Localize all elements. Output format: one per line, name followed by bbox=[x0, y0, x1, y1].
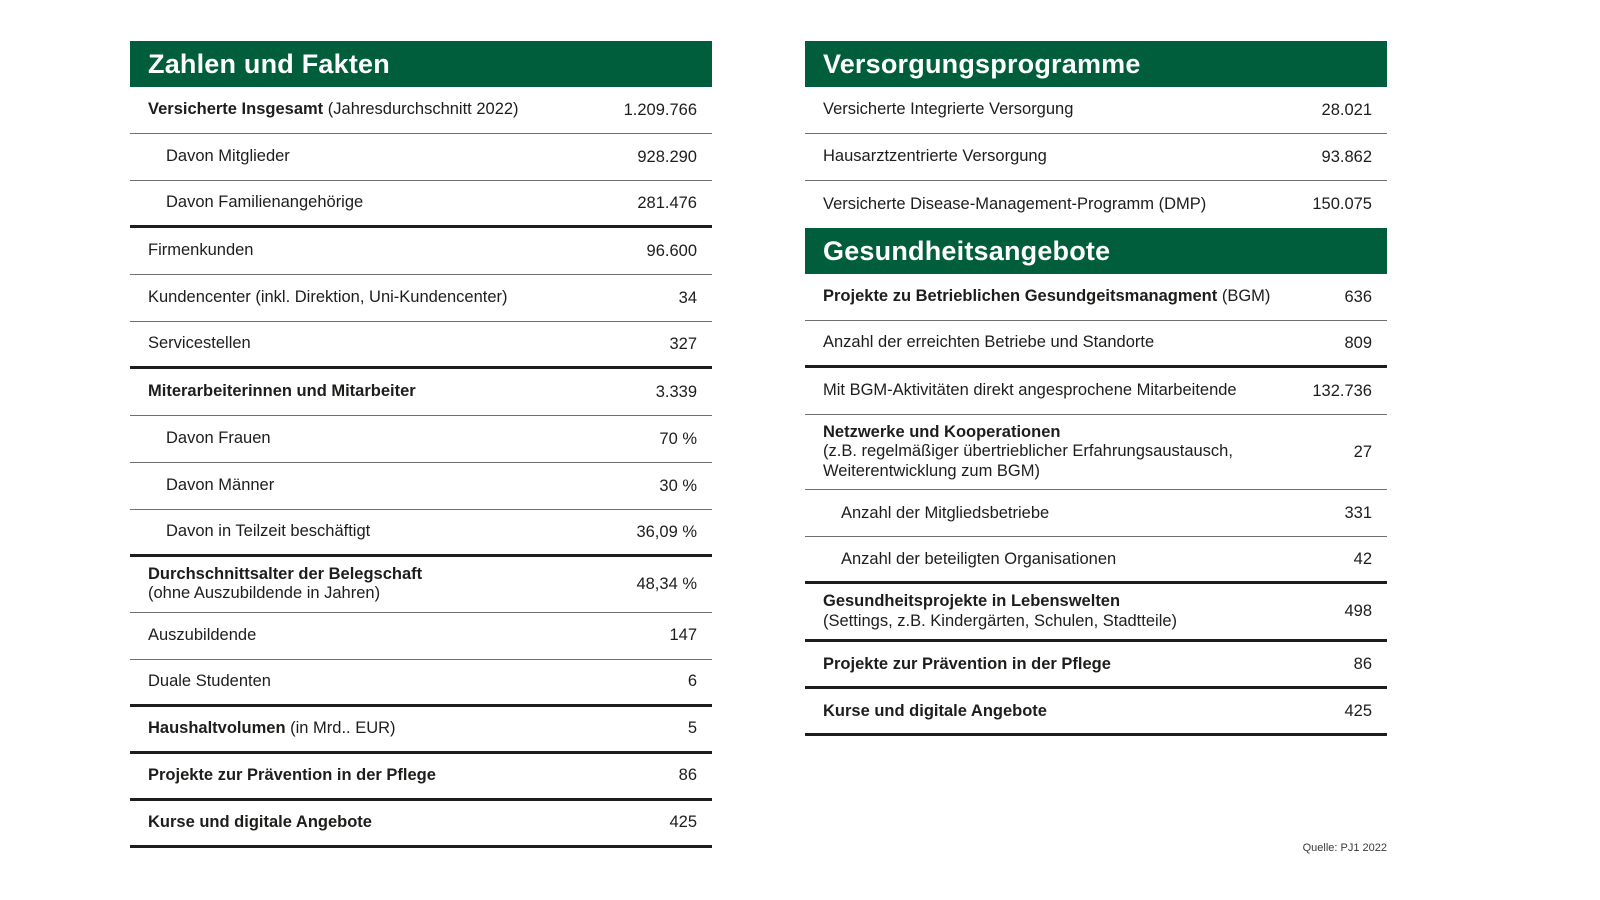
row-value: 636 bbox=[1344, 287, 1372, 306]
row-label bbox=[823, 287, 1270, 306]
row-label-regular: (in Mrd.. EUR) bbox=[285, 719, 396, 738]
row-label-regular: Mit BGM-Aktivitäten direkt angesprochene Mitarbeitende bbox=[823, 381, 1237, 400]
row-label-regular: Versicherte Disease-Management-Programm (DMP) bbox=[823, 194, 1207, 213]
row-value: 1.209.766 bbox=[623, 100, 697, 119]
row-label-regular: Duale Studenten bbox=[148, 672, 271, 691]
row-label bbox=[823, 550, 1116, 569]
row-label bbox=[823, 504, 1049, 523]
row-value: 331 bbox=[1344, 503, 1372, 522]
row-label bbox=[823, 702, 1047, 721]
section-title-zahlen-und-fakten: Zahlen und Fakten bbox=[130, 41, 712, 87]
row-label bbox=[823, 147, 1047, 166]
row-value: 36,09 % bbox=[636, 522, 697, 541]
row-label-bold: Projekte zur Prävention in der Pflege bbox=[148, 766, 436, 785]
row-label-bold: Netzwerke und Kooperationen bbox=[823, 423, 1061, 441]
row-label bbox=[148, 334, 251, 353]
row-value: 6 bbox=[687, 672, 697, 691]
table-row bbox=[130, 416, 712, 463]
row-label-subline: (ohne Auszubildende in Jahren) bbox=[148, 584, 381, 603]
table-row bbox=[130, 557, 712, 613]
table-row bbox=[805, 537, 1387, 584]
row-label-regular: Davon Mitglieder bbox=[166, 147, 290, 166]
row-label-bold: Projekte zur Prävention in der Pflege bbox=[823, 654, 1111, 673]
row-label-regular: Versicherte Integrierte Versorgung bbox=[823, 100, 1074, 119]
row-label-regular: Servicestellen bbox=[148, 334, 251, 353]
row-label-regular: Anzahl der beteiligten Organisationen bbox=[841, 549, 1117, 568]
row-label bbox=[823, 592, 1177, 631]
row-label-bold: Kurse und digitale Angebote bbox=[823, 701, 1047, 720]
row-value: 425 bbox=[1344, 701, 1372, 720]
table-row bbox=[130, 275, 712, 322]
row-label bbox=[823, 195, 1206, 214]
table-row bbox=[805, 274, 1387, 321]
row-label-regular: (Jahresdurchschnitt 2022) bbox=[323, 100, 519, 119]
row-value: 48,34 % bbox=[636, 574, 697, 593]
row-value: 147 bbox=[669, 626, 697, 645]
table-row bbox=[130, 87, 712, 134]
table-row bbox=[805, 87, 1387, 134]
table-row bbox=[130, 754, 712, 801]
table-row bbox=[130, 660, 712, 707]
row-label-regular: Davon in Teilzeit beschäftigt bbox=[166, 522, 371, 541]
table-row bbox=[805, 134, 1387, 181]
row-value: 28.021 bbox=[1321, 100, 1372, 119]
row-value: 281.476 bbox=[637, 193, 697, 212]
row-label-regular: Anzahl der Mitgliedsbetriebe bbox=[841, 503, 1050, 522]
row-value: 809 bbox=[1344, 333, 1372, 352]
row-label bbox=[823, 655, 1111, 674]
table-row bbox=[130, 228, 712, 275]
table-row bbox=[805, 368, 1387, 415]
row-label bbox=[148, 193, 363, 212]
table-row bbox=[130, 510, 712, 557]
row-value: 93.862 bbox=[1321, 147, 1372, 166]
row-label-regular: Auszubildende bbox=[148, 626, 257, 645]
row-label bbox=[823, 100, 1073, 119]
row-label-bold: Durchschnittsalter der Belegschaft bbox=[148, 565, 423, 583]
row-value: 30 % bbox=[659, 476, 697, 495]
row-label-regular: Hausarztzentrierte Versorgung bbox=[823, 147, 1047, 166]
row-value: 27 bbox=[1353, 442, 1372, 461]
row-value: 5 bbox=[687, 719, 697, 738]
row-value: 425 bbox=[669, 813, 697, 832]
row-label-regular: Davon Männer bbox=[166, 476, 275, 495]
row-label bbox=[823, 381, 1237, 400]
row-label bbox=[148, 766, 436, 785]
row-label bbox=[148, 476, 274, 495]
row-label-regular: (BGM) bbox=[1217, 287, 1271, 306]
facts-table bbox=[130, 41, 712, 848]
row-label-bold: Kurse und digitale Angebote bbox=[148, 813, 372, 832]
row-label bbox=[148, 147, 290, 166]
table-row bbox=[805, 181, 1387, 228]
row-value: 150.075 bbox=[1312, 195, 1372, 213]
row-label bbox=[148, 522, 370, 541]
section-title-gesundheitsangebote: Gesundheitsangebote bbox=[805, 228, 1387, 274]
source-note: Quelle: PJ1 2022 bbox=[1302, 842, 1387, 854]
row-label bbox=[148, 382, 416, 401]
row-label-subline: (Settings, z.B. Kindergärten, Schulen, Stadtteile) bbox=[823, 611, 1178, 630]
row-label-regular: Firmenkunden bbox=[148, 241, 254, 260]
row-label-bold: Projekte zu Betrieblichen Gesundgeitsmanagment bbox=[823, 287, 1218, 306]
row-label-bold: Gesundheitsprojekte in Lebenswelten bbox=[823, 592, 1121, 611]
table-row bbox=[130, 801, 712, 848]
row-value: 327 bbox=[669, 334, 697, 353]
row-value: 96.600 bbox=[646, 241, 697, 260]
row-label-regular: Davon Frauen bbox=[166, 429, 271, 448]
row-label-regular: Kundencenter (inkl. Direktion, Uni-Kundencenter) bbox=[148, 288, 508, 307]
row-value: 498 bbox=[1344, 602, 1372, 621]
table-row bbox=[130, 369, 712, 416]
row-value: 928.290 bbox=[637, 147, 697, 166]
row-label-bold: Versicherte Insgesamt bbox=[148, 100, 324, 119]
row-label bbox=[823, 333, 1154, 352]
row-value: 86 bbox=[678, 766, 697, 785]
row-value: 3.339 bbox=[655, 382, 697, 401]
table-row bbox=[130, 707, 712, 754]
row-label bbox=[148, 288, 508, 307]
row-label bbox=[148, 241, 253, 260]
row-value: 132.736 bbox=[1312, 381, 1372, 400]
table-row bbox=[130, 322, 712, 369]
row-label bbox=[148, 100, 519, 119]
row-value: 86 bbox=[1353, 654, 1372, 673]
table-row bbox=[130, 613, 712, 660]
table-row bbox=[805, 642, 1387, 689]
table-row bbox=[130, 463, 712, 510]
row-value: 70 % bbox=[659, 429, 697, 448]
table-row bbox=[130, 134, 712, 181]
table-row bbox=[805, 415, 1387, 490]
table-row bbox=[805, 321, 1387, 368]
table-row bbox=[805, 584, 1387, 642]
row-label-regular: Anzahl der erreichten Betriebe und Standorte bbox=[823, 333, 1155, 352]
row-label bbox=[148, 719, 396, 738]
row-label-bold: Haushaltvolumen bbox=[148, 719, 286, 738]
row-label bbox=[823, 423, 1288, 481]
row-label bbox=[148, 813, 372, 832]
row-label-bold: Miterarbeiterinnen und Mitarbeiter bbox=[148, 382, 416, 401]
row-label bbox=[148, 672, 271, 691]
section-title-versorgungsprogramme: Versorgungsprogramme bbox=[805, 41, 1387, 87]
table-row bbox=[805, 490, 1387, 537]
row-label bbox=[148, 429, 271, 448]
row-value: 42 bbox=[1353, 549, 1372, 568]
programs-column bbox=[805, 41, 1387, 736]
row-value: 34 bbox=[678, 288, 697, 307]
row-label bbox=[148, 565, 422, 604]
row-label-subline: (z.B. regelmäßiger übertrieblicher Erfahrungsaustausch, Weiterentwicklung zum BGM) bbox=[823, 442, 1233, 480]
table-row bbox=[805, 689, 1387, 736]
table-row bbox=[130, 181, 712, 228]
row-label-regular: Davon Familienangehörige bbox=[166, 193, 364, 212]
row-label bbox=[148, 626, 256, 645]
